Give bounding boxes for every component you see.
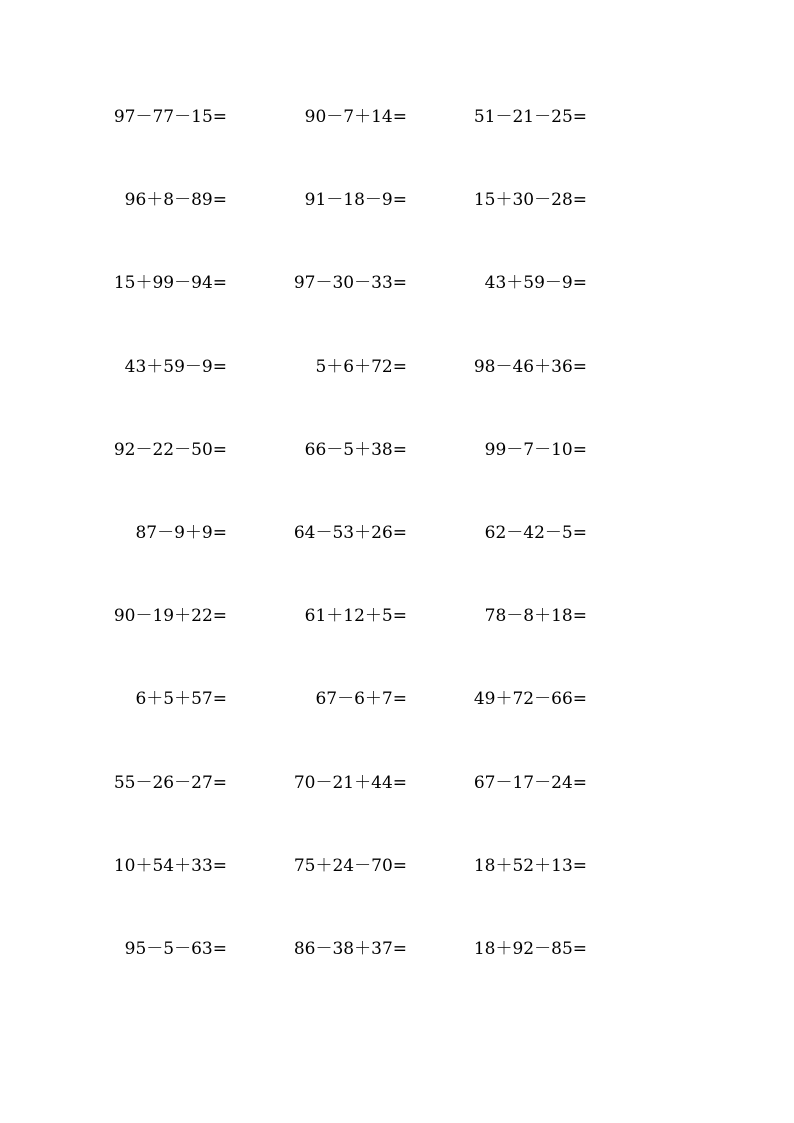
problem-r1-c3: 51－21－25= — [473, 107, 587, 127]
problem-r2-c1: 96＋8－89= — [124, 190, 227, 211]
problem-r8-c3: 49＋72－66= — [473, 689, 587, 710]
problem-r9-c1: 55－26－27= — [113, 772, 227, 793]
problem-r6-c2: 64－53＋26= — [293, 522, 407, 543]
problem-r5-c3: 99－7－10= — [484, 439, 587, 460]
problem-r8-c1: 6＋5＋57= — [135, 689, 227, 710]
problem-r9-c2: 70－21＋44= — [293, 772, 407, 793]
problem-r1-c2: 90－7＋14= — [304, 107, 407, 127]
problem-r10-c3: 18＋52＋13= — [473, 855, 587, 876]
problem-r8-c2: 67－6＋7= — [315, 689, 407, 710]
problem-r11-c2: 86－38＋37= — [293, 938, 407, 959]
problem-r7-c3: 78－8＋18= — [484, 606, 587, 627]
problem-r4-c1: 43＋59－9= — [124, 356, 227, 377]
problem-r11-c1: 95－5－63= — [124, 938, 227, 959]
problem-r3-c3: 43＋59－9= — [484, 273, 587, 294]
problem-r7-c2: 61＋12＋5= — [304, 606, 407, 627]
problem-r6-c3: 62－42－5= — [484, 522, 587, 543]
problem-r2-c2: 91－18－9= — [304, 190, 407, 211]
problem-r11-c3: 18＋92－85= — [473, 938, 587, 959]
problem-r9-c3: 67－17－24= — [473, 772, 587, 793]
problem-r4-c2: 5＋6＋72= — [315, 356, 407, 377]
problem-r3-c1: 15＋99－94= — [113, 273, 227, 294]
problem-r7-c1: 90－19＋22= — [113, 606, 227, 627]
problem-r4-c3: 98－46＋36= — [473, 356, 587, 377]
problem-grid — [100, 100, 587, 1015]
problem-r10-c1: 10＋54＋33= — [113, 855, 227, 876]
problem-r5-c1: 92－22－50= — [113, 439, 227, 460]
problem-r3-c2: 97－30－33= — [293, 273, 407, 294]
problem-r2-c3: 15＋30－28= — [473, 190, 587, 211]
problem-r1-c1: 97－77－15= — [113, 107, 227, 127]
problem-r6-c1: 87－9＋9= — [135, 522, 227, 543]
problem-r5-c2: 66－5＋38= — [304, 439, 407, 460]
problem-r10-c2: 75＋24－70= — [293, 855, 407, 876]
